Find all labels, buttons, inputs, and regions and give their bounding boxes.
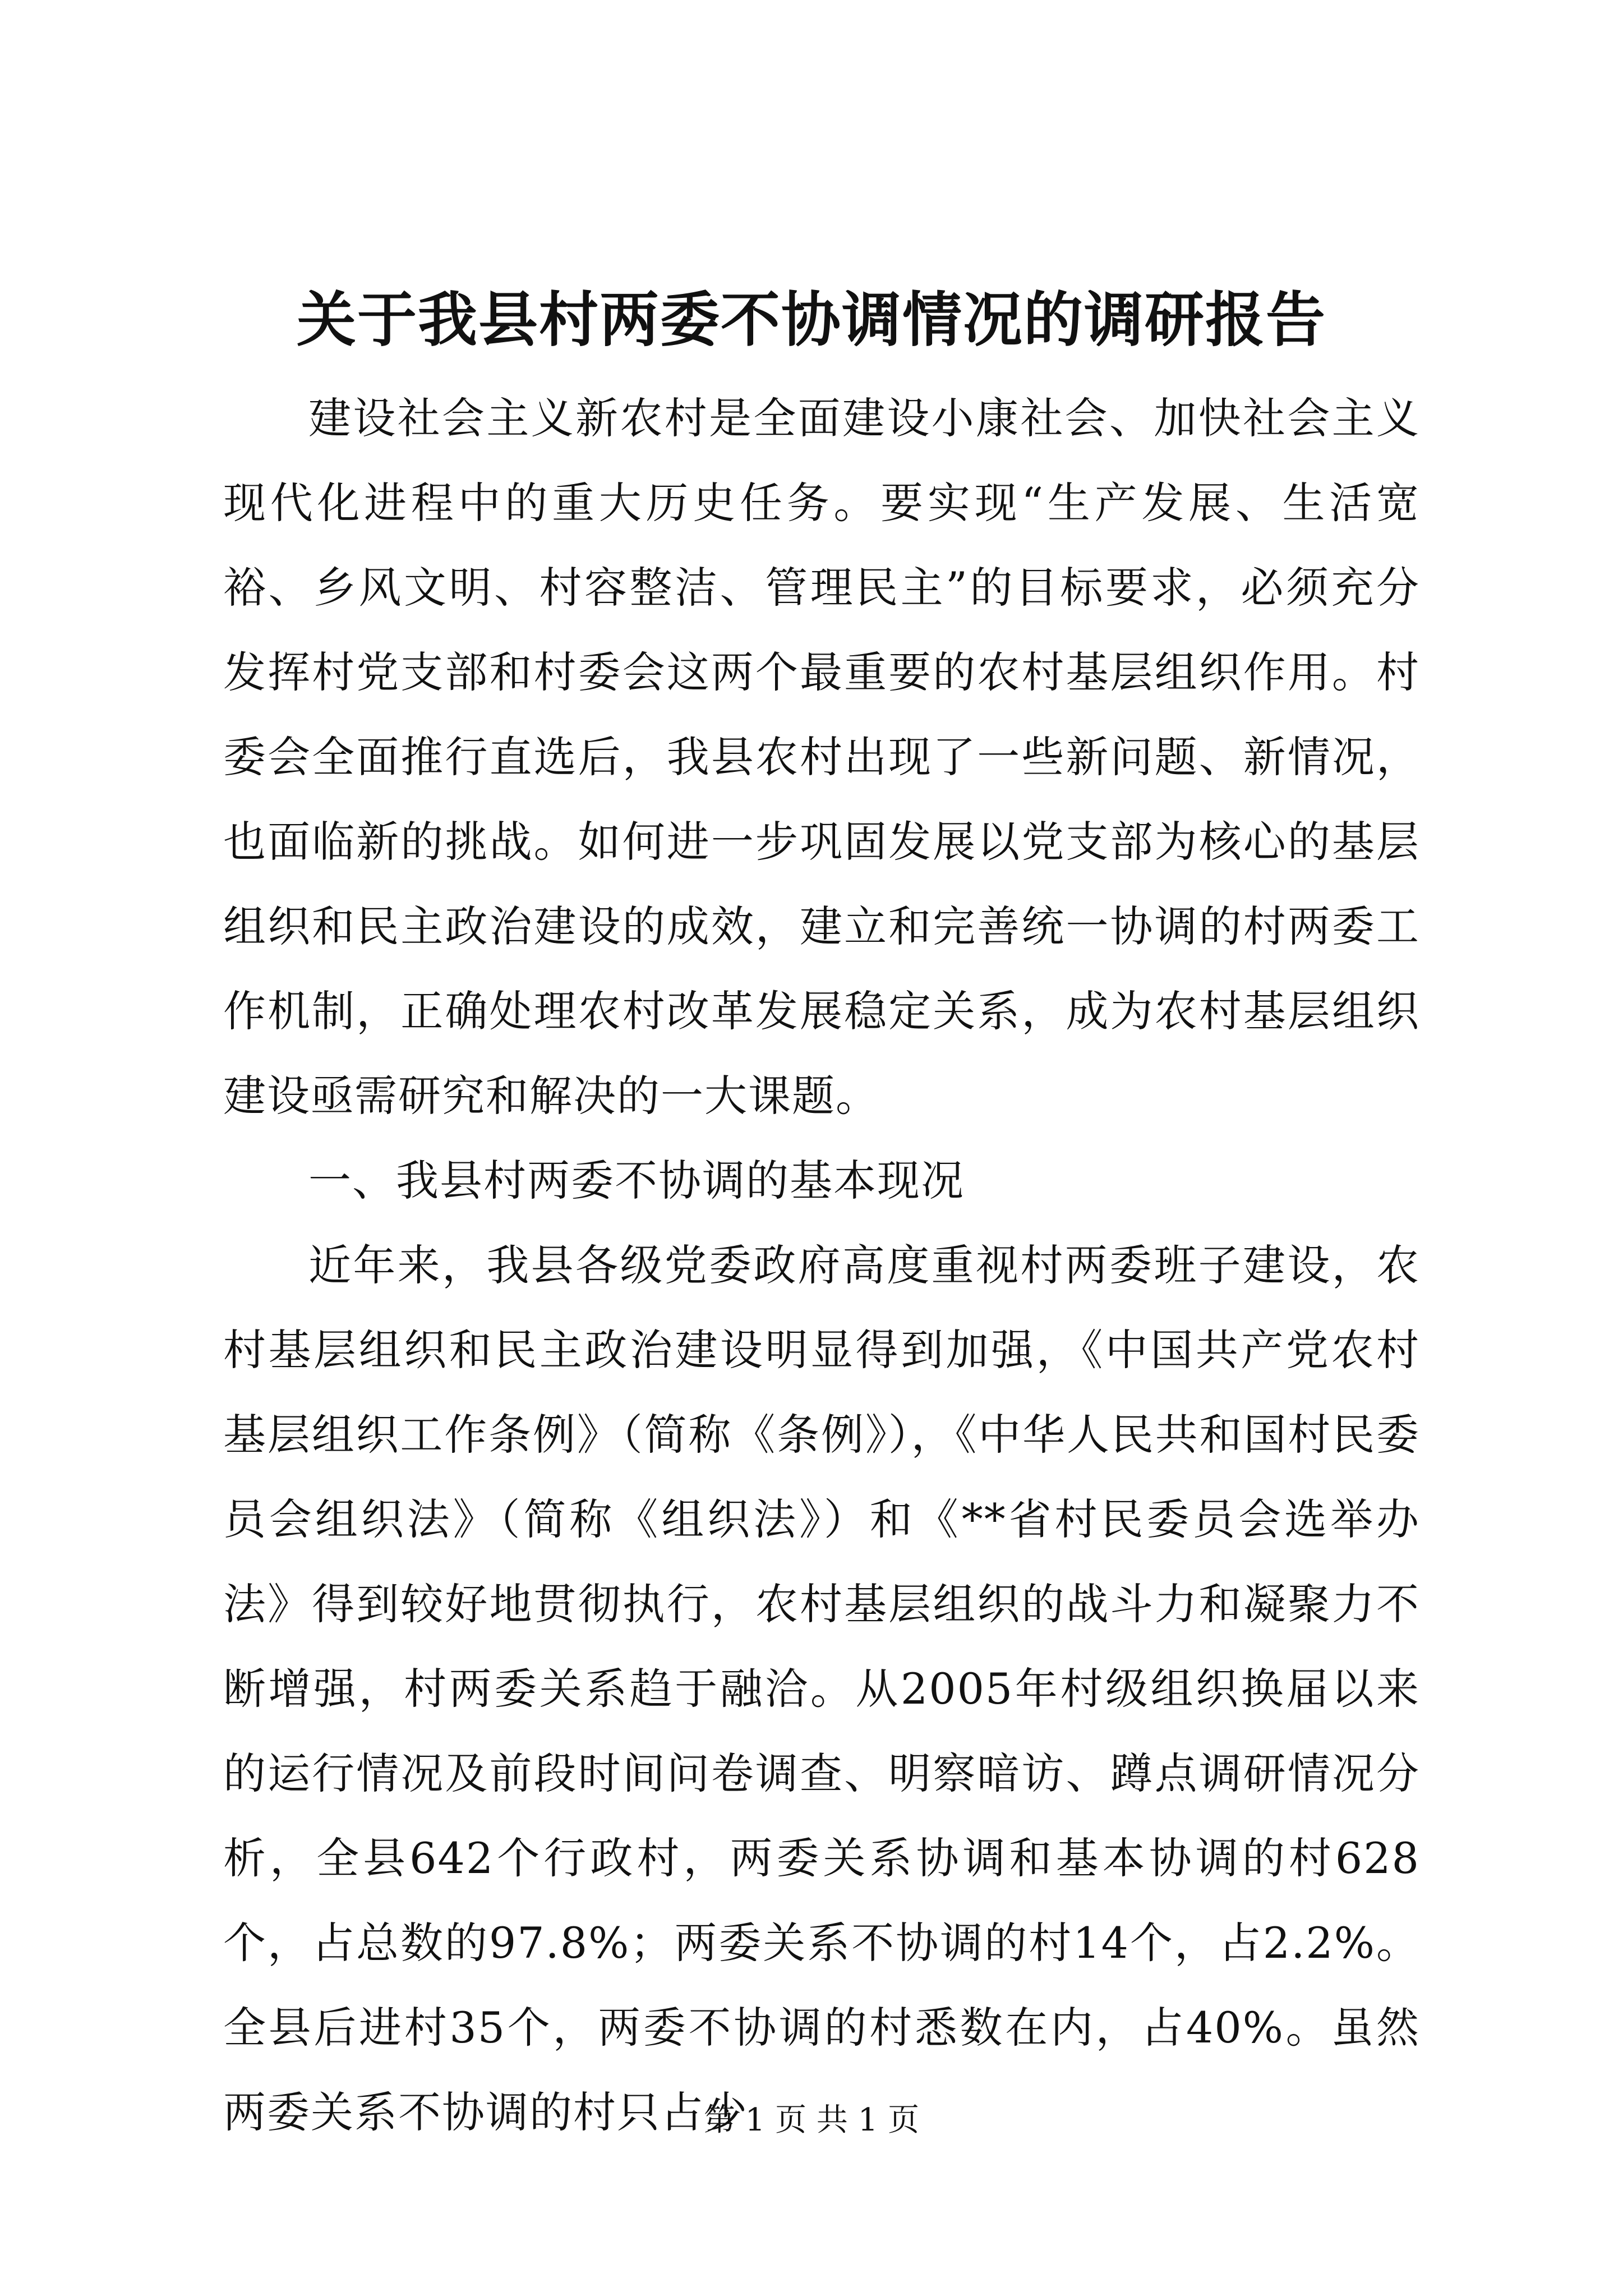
document-body — [223, 376, 1420, 2155]
section-heading-1: 一、我县村两委不协调的基本现况 — [308, 1156, 965, 1205]
page-footer: 第 1 页 共 1 页 — [703, 2102, 920, 2138]
document-title: 关于我县村两委不协调情况的调研报告 — [297, 284, 1326, 355]
paragraph-current-situation: 近年来，我县各级党委政府高度重视村两委班子建设，农村基层组织和民主政治建设明显得到加强，《中国共产党农村基层组织工作条例》（简称《条例》），《中华人民共和国村民委员会组织法》（简称《组织法》）和《**省村民委员会选举办法》得到较好地贯彻执行，农村基层组织的战斗力和凝聚力不断增强，村两委关系趋于融洽。从2005年村级组织换届以来的运行情况及前段时间问卷调查、明察暗访、蹲点调研情况分析，全县642个行政村，两委关系协调和基本协调的村628个，占总数的97.8%；两委关系不协调的村14个，占2.2%。全县后进村35个，两委不协调的村悉数在内，占40%。虽然两委关系不协调的村只占少 — [223, 1240, 1420, 2137]
paragraph-intro: 建设社会主义新农村是全面建设小康社会、加快社会主义现代化进程中的重大历史任务。要实现“生产发展、生活宽裕、乡风文明、村容整洁、管理民主”的目标要求，必须充分发挥村党支部和村委会这两个最重要的农村基层组织作用。村委会全面推行直选后，我县农村出现了一些新问题、新情况，也面临新的挑战。如何进一步巩固发展以党支部为核心的基层组织和民主政治建设的成效，建立和完善统一协调的村两委工作机制，正确处理农村改革发展稳定关系，成为农村基层组织建设亟需研究和解决的一大课题。 — [223, 393, 1420, 1121]
